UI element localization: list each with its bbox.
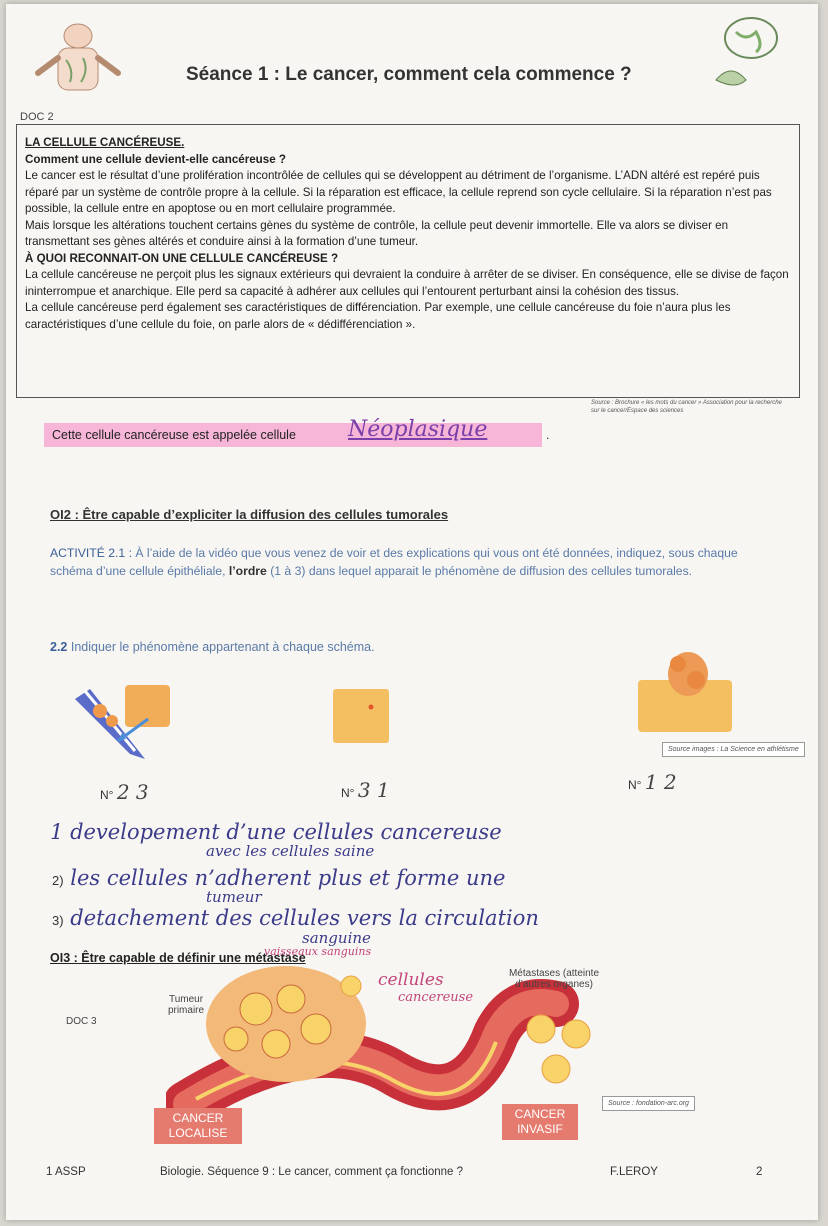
answer-2-line-1 [52, 866, 505, 890]
fill-in-prompt: Cette cellule cancéreuse est appelée cellule [52, 428, 296, 442]
doc2-paragraph-4: La cellule cancéreuse perd également ses caractéristiques de différenciation. Par exemple, une cellule cancéreuse du foie n’aura plus les caractéristiques d’une cellule du foie, on parle alors de « dédifférenciation ». [25, 301, 731, 331]
doc2-paragraph-1: Le cancer est le résultat d’une prolifération incontrôlée de cellules qui se développent au détriment de l’organisme. L’ADN altéré est repéré puis réparé par un système de contrôle propre à la cellule. Si la réparation est efficace, la cellule reprend son cycle cellulaire. Si la réparation n’est pas possible, la cellule entre en apoptose ou en mort cellulaire programmée. [25, 169, 772, 215]
label-metastases: Métastases (atteinte d’autres organes) [508, 968, 600, 990]
answer-1-number: 1 [50, 820, 64, 844]
answer-2-text: les cellules n’adherent plus et forme une [70, 866, 506, 890]
badge-cancer-invasif: CANCER INVASIF [502, 1104, 578, 1140]
doc2-paragraph-2: Mais lorsque les altérations touchent certains gènes du système de contrôle, la cellule peut devenir immortelle. Elle va alors se diviser en transmettant ses gènes altérés et conduire ainsi à la formation d’une tumeur. [25, 218, 729, 248]
schema-2-number [341, 778, 390, 802]
schema-1-number [100, 780, 149, 804]
answer-1-line-2: avec les cellules saine [206, 842, 375, 860]
hw-note-vessels: vaisseaux sanguins [264, 945, 372, 958]
doc3-source: Source : fondation-arc.org [602, 1096, 695, 1111]
lungs-doodle-icon [706, 10, 796, 100]
images-source: Source images : La Science en athlétisme [662, 742, 805, 757]
footer-author: F.LEROY [610, 1166, 658, 1178]
answer-3-line-2: sanguine [302, 929, 371, 947]
num-prefix-2: N° [341, 786, 355, 800]
activity-2-1 [50, 544, 780, 580]
q22-text: Indiquer le phénomène appartenant à chaque schéma. [70, 640, 375, 654]
answer-3-number: 3) [52, 913, 64, 928]
oi2-title: OI2 : Être capable d’expliciter la diffusion des cellules tumorales [50, 507, 449, 522]
doc3-label: DOC 3 [66, 1016, 97, 1027]
fill-in-answer: Néoplasique [348, 417, 488, 442]
q22-label: 2.2 [50, 640, 68, 654]
schema-detachment-icon [70, 679, 180, 764]
hw-note-cells: cellules [378, 970, 444, 990]
activity-text-a: À l’aide de la vidéo que vous venez de voir et des explications qui vous ont été données, indiquez, sous chaque schéma d’une cellule épithéliale, [50, 546, 738, 578]
question-2-2 [50, 640, 375, 654]
footer-page-number: 2 [756, 1166, 763, 1178]
num-3-value: 1 2 [644, 770, 677, 794]
answer-1-line-1 [50, 820, 502, 844]
fill-in-end: . [546, 428, 550, 442]
doc2-question-1: Comment une cellule devient-elle cancéreuse ? [25, 152, 286, 166]
doc2-question-2: À QUOI RECONNAIT-ON UNE CELLULE CANCÉREUSE ? [25, 251, 339, 265]
answer-1-text: developement d’une cellules cancereuse [70, 820, 502, 844]
footer-class: 1 ASSP [46, 1166, 86, 1178]
activity-label: ACTIVITÉ 2.1 : [50, 546, 132, 560]
badge-cancer-localise: CANCER LOCALISE [154, 1108, 242, 1144]
worksheet-page [6, 4, 818, 1220]
activity-text-b: (1 à 3) dans lequel apparait le phénomène de diffusion des cellules tumorales. [270, 564, 693, 578]
label-primary-tumour: Tumeur primaire [167, 994, 205, 1016]
doc2-text-box [16, 124, 800, 398]
answer-2-number: 2) [52, 873, 64, 888]
answer-3-line-1 [52, 906, 539, 930]
schema-single-cell-icon [331, 687, 393, 747]
oi3-title: OI3 : Être capable de définir une métastase [50, 951, 306, 965]
body-doodle-icon [28, 18, 128, 98]
schema-tumour-icon [632, 644, 738, 736]
doc2-label: DOC 2 [20, 111, 54, 123]
num-prefix-1: N° [100, 788, 114, 802]
doc2-heading: LA CELLULE CANCÉREUSE. [25, 136, 185, 149]
doc2-source: Source : Brochure « les mots du cancer » Association pour la recherche sur le cancer/Espace des sciences [591, 400, 782, 414]
doc2-paragraph-3: La cellule cancéreuse ne perçoit plus les signaux extérieurs qui devraient la conduire à arrêter de se diviser. En conséquence, elle se divise de façon ininterrompue et anarchique. Elle perd sa capacité à adhérer aux cellules qui l’entourent perturbant ainsi la cohésion des tissus. [25, 268, 789, 298]
answer-3-text: detachement des cellules vers la circulation [70, 906, 539, 930]
hw-note-cancerous: cancereuse [398, 990, 474, 1005]
metastasis-illustration [166, 964, 686, 1164]
num-2-value: 3 1 [357, 778, 390, 802]
schema-3-number [628, 770, 677, 794]
num-prefix-3: N° [628, 778, 642, 792]
page-title: Séance 1 : Le cancer, comment cela commence ? [186, 64, 632, 85]
footer-course: Biologie. Séquence 9 : Le cancer, comment ça fonctionne ? [160, 1166, 464, 1178]
activity-bold: l’ordre [228, 564, 267, 578]
answer-2-line-2: tumeur [206, 888, 262, 906]
num-1-value: 2 3 [116, 780, 149, 804]
